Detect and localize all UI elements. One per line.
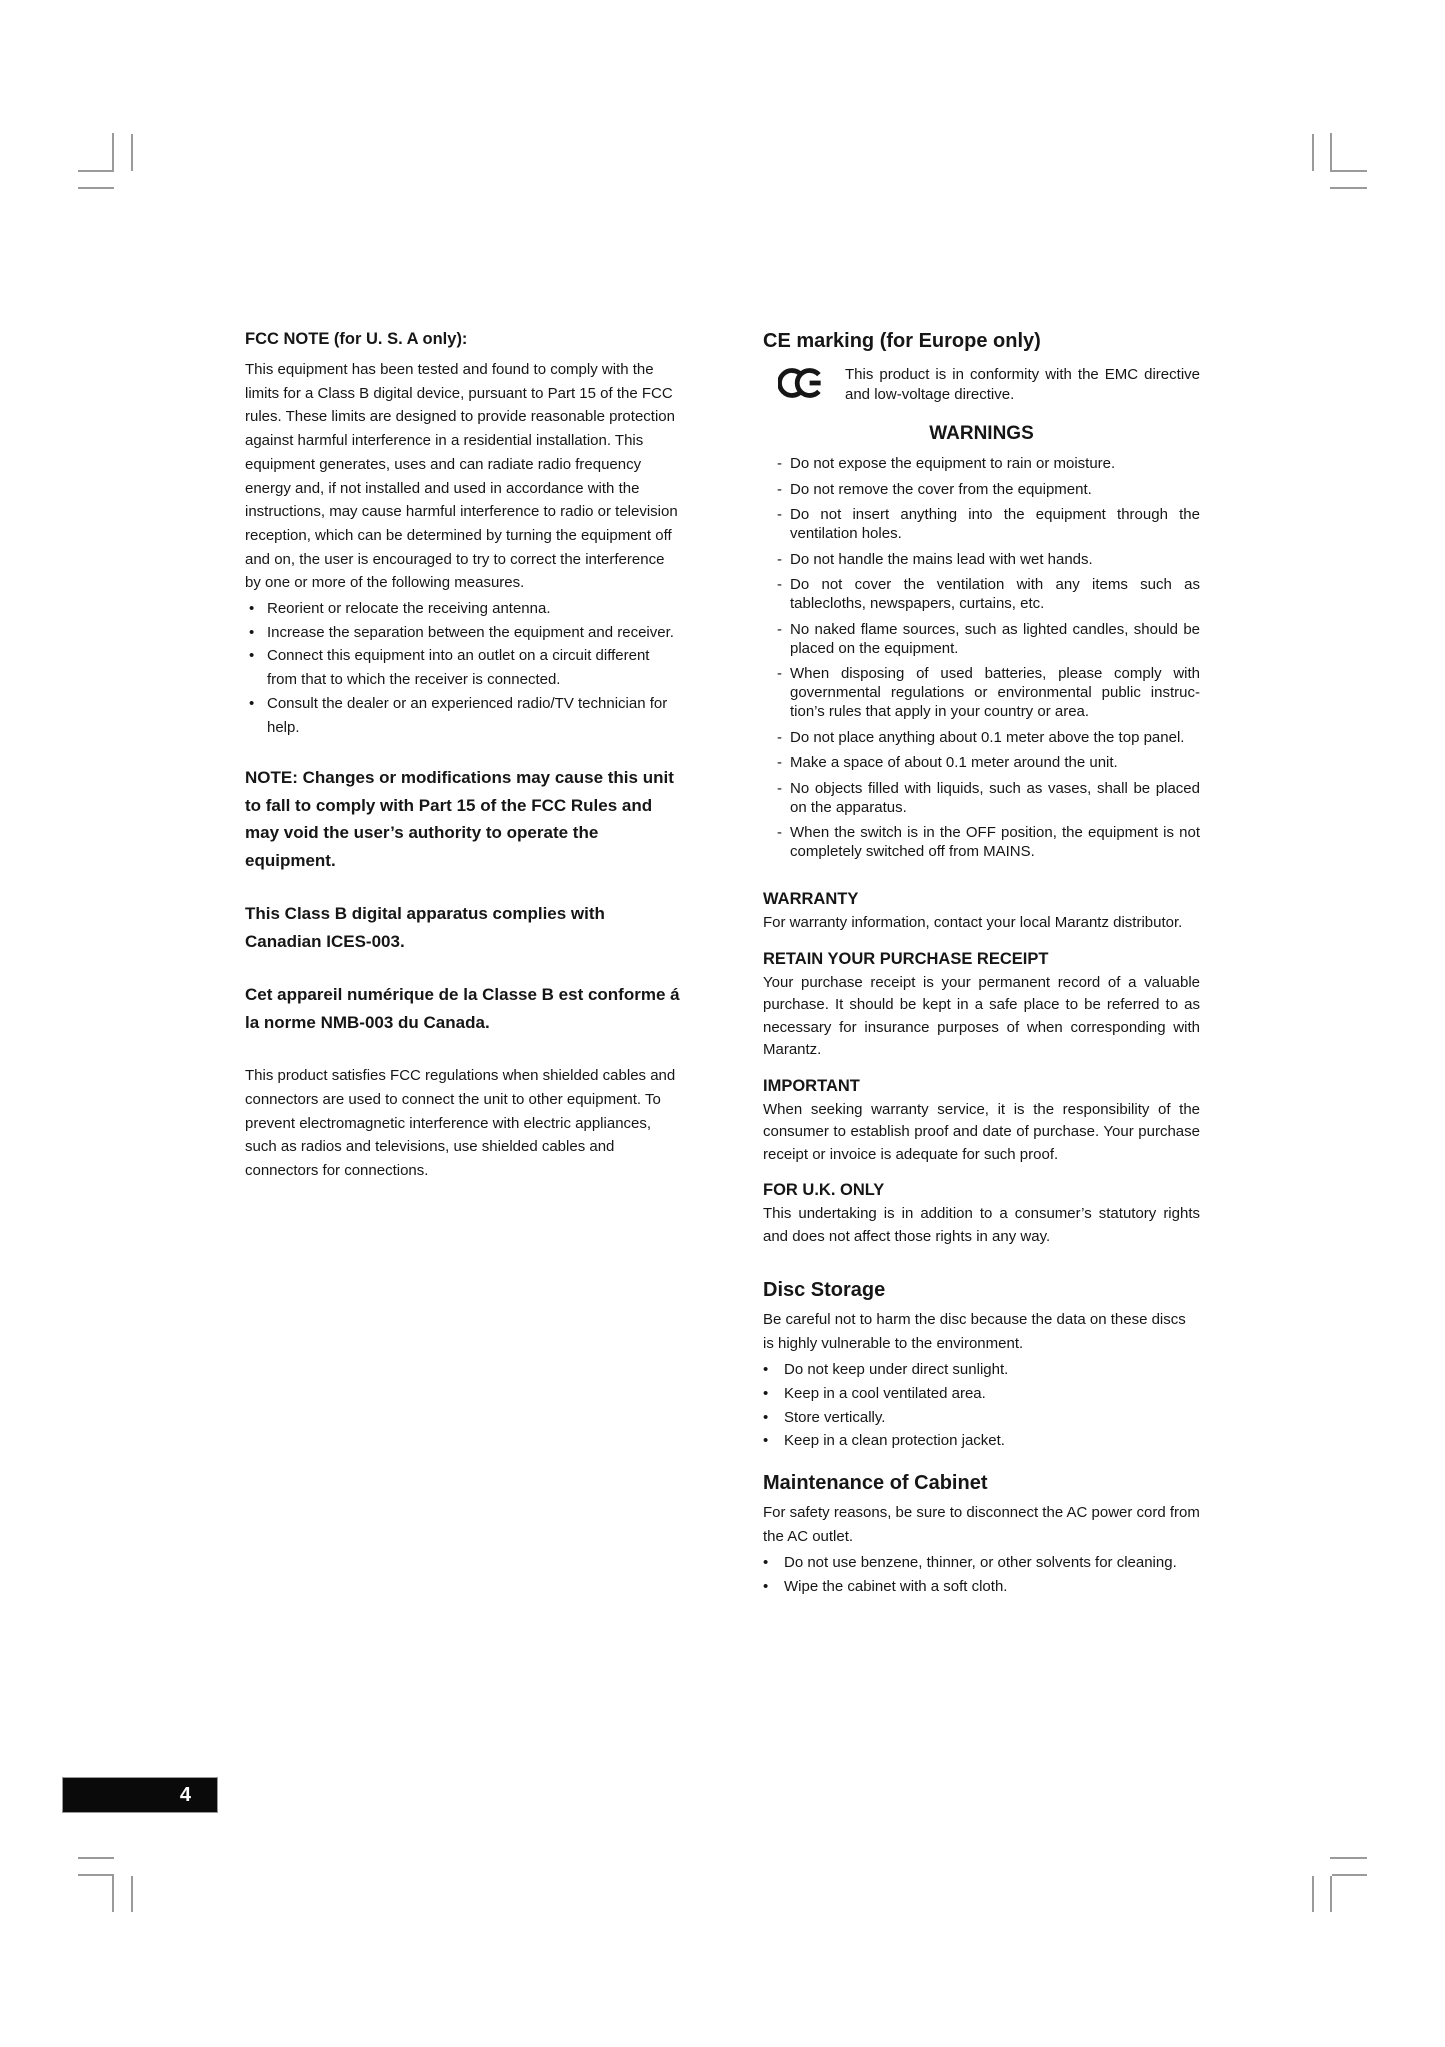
list-item-text: Do not keep under direct sunlight. [784,1361,1009,1378]
section-heading: FOR U.K. ONLY [763,1181,885,1199]
list-item [245,597,682,621]
crop-mark [78,1857,114,1859]
crop-mark [78,1874,114,1876]
crop-mark [1330,1876,1332,1912]
crop-mark [1330,1857,1367,1859]
dash-icon: - [777,728,782,746]
bullet-icon: • [249,623,255,641]
left-column [245,329,682,1183]
ce-conformity-text: This product is in conformity with the EMC directive and low-voltage directive. [845,366,1200,403]
dash-icon: - [777,779,782,797]
section-body: When seeking warranty service, it is the responsibility of the consumer to establish proof and date of purchase. Your purchase receipt or invoice is adequate for such proof. [763,1100,1200,1163]
crop-mark [131,1876,133,1912]
bullet-icon: • [763,1384,769,1402]
fcc-measures-list [245,597,682,739]
warning-text: No naked flame sources, such as lighted candles, should be placed on the equipment. [790,620,1200,657]
section-heading: WARRANTY [763,890,859,908]
list-item [763,1575,1200,1599]
bullet-icon: • [763,1408,769,1426]
class-b-statement-french: Cet appareil numérique de la Classe B est conforme á la norme NMB-003 du Canada. [245,985,680,1032]
warning-text: No objects filled with liquids, such as vases, shall be placed on the apparatus. [790,779,1200,816]
bullet-icon: • [763,1432,769,1450]
section-heading: RETAIN YOUR PURCHASE RECEIPT [763,949,1049,968]
list-item [763,1358,1200,1382]
list-item [763,1429,1200,1453]
list-item-text: Reorient or relocate the receiving antenna. [267,600,551,618]
crop-mark [1312,1876,1314,1912]
shielded-cables-note: This product satisfies FCC regulations when shielded cables and connectors are used to connect the unit to other equipment. To prevent electromagnetic interference with electric appliances, such as radios and televisions, use shielded cables and connectors for connections. [245,1067,676,1180]
warning-item [763,728,1200,747]
bullet-icon: • [249,600,255,618]
list-item-text: Wipe the cabinet with a soft cloth. [784,1577,1008,1595]
list-item-text: Keep in a clean protection jacket. [784,1432,1005,1450]
dash-icon: - [777,754,782,771]
disc-storage-body: Be careful not to harm the disc because the data on these discs is highly vulnerable to the environment. [763,1311,1186,1352]
ce-logo-icon [778,367,824,399]
dash-icon: - [777,506,782,523]
crop-mark [1312,134,1314,171]
warning-text: Do not insert anything into the equipment through the ventilation holes. [790,506,1200,542]
list-item [245,644,682,691]
class-b-statement: This Class B digital apparatus complies with Canadian ICES-003. [245,904,605,951]
dash-icon: - [777,620,782,638]
fcc-note-heading: FCC NOTE (for U. S. A only): [245,330,468,348]
list-item-text: Connect this equipment into an outlet on a circuit different from that to which the receiver is connected. [267,647,650,689]
bullet-icon: • [763,1361,769,1378]
bullet-icon: • [249,694,255,712]
warning-item [763,575,1200,613]
info-section [763,949,1200,1062]
section-body: For warranty information, contact your local Marantz distributor. [763,914,1183,931]
fcc-note-body: This equipment has been tested and found to comply with the limits for a Class B digital device, pursuant to Part 15 of the FCC rules. These limits are designed to provide reasonable protection against harmful interference in a residential installation. This equipment generates, uses and can radiate radio frequency energy and, if not installed and used in accordance with the instructions, may cause harmful interference to radio or television reception, which can be determined by turning the equipment off and on, the user is encouraged to try to correct the interference by one or more of the following measures. [245,361,678,592]
list-item [245,621,682,645]
info-section [763,1180,1200,1248]
ce-statement [763,365,1200,408]
crop-mark [112,1876,114,1912]
warning-text: Do not remove the cover from the equipment. [790,480,1092,498]
page-number-bar [63,1778,217,1812]
warning-item [763,664,1200,721]
warning-item [763,753,1200,772]
crop-mark [78,170,114,172]
right-column [763,329,1200,1599]
list-item-text: Do not use benzene, thinner, or other solvents for cleaning. [784,1554,1177,1572]
list-item [763,1382,1200,1406]
crop-mark [1330,133,1332,172]
list-item-text: Consult the dealer or an experienced radio/TV technician for help. [267,694,668,736]
maintenance-list [763,1551,1200,1599]
warranty-sections [763,889,1200,1248]
crop-mark [1332,170,1367,172]
maintenance-heading: Maintenance of Cabinet [763,1472,988,1495]
list-item-text: Increase the separation between the equipment and receiver. [267,623,674,641]
section-body: This undertaking is in addition to a consumer’s statutory rights and does not affect those rights in any way. [763,1205,1200,1245]
list-item [763,1551,1200,1575]
bullet-icon: • [249,647,255,665]
warning-item [763,480,1200,499]
disc-storage-heading: Disc Storage [763,1279,886,1301]
warning-text: When the switch is in the OFF position, the equipment is not completely switched off from MAINS. [790,824,1200,860]
list-item-text: Store vertically. [784,1408,886,1426]
dash-icon: - [777,455,782,472]
bullet-icon: • [763,1577,769,1595]
list-item-text: Keep in a cool ventilated area. [784,1384,986,1402]
warning-text: Do not cover the ventilation with any items such as tablecloths, newspapers, curtains, etc. [790,576,1200,612]
dash-icon: - [777,665,782,682]
warning-item [763,779,1200,817]
warnings-heading: WARNINGS [929,423,1034,444]
crop-mark [1332,1874,1367,1876]
list-item [763,1406,1200,1430]
crop-mark [131,134,133,171]
warning-item [763,454,1200,473]
crop-mark [78,187,114,189]
list-item [245,692,682,739]
warning-text: When disposing of used batteries, please comply with governmental regulations or environmental public instruction’s rules that apply in your country or area. [790,665,1200,720]
dash-icon: - [777,576,782,593]
section-heading: IMPORTANT [763,1076,860,1095]
page-number: 4 [179,1784,191,1806]
warning-text: Make a space of about 0.1 meter around the unit. [790,754,1118,771]
warning-text: Do not handle the mains lead with wet hands. [790,550,1093,568]
crop-mark [112,133,114,172]
warning-item [763,620,1200,658]
ce-marking-heading: CE marking (for Europe only) [763,330,1041,352]
dash-icon: - [777,824,782,841]
warning-item [763,823,1200,861]
warnings-list [763,454,1200,861]
maintenance-body: For safety reasons, be sure to disconnect the AC power cord from the AC outlet. [763,1504,1200,1546]
info-section [763,1076,1200,1167]
disc-storage-list [763,1358,1200,1453]
warning-item [763,505,1200,543]
dash-icon: - [777,480,782,498]
fcc-modification-note: NOTE: Changes or modifications may cause this unit to fall to comply with Part 15 of the FCC Rules and may void the user’s authority to operate the equipment. [245,768,674,870]
section-body: Your purchase receipt is your permanent record of a valuable purchase. It should be kept in a safe place to be referred to as necessary for insurance purposes of when corresponding with Marantz. [763,973,1200,1058]
warning-text: Do not expose the equipment to rain or moisture. [790,455,1116,472]
info-section [763,889,1200,935]
warning-text: Do not place anything about 0.1 meter above the top panel. [790,728,1185,746]
bullet-icon: • [763,1554,769,1572]
dash-icon: - [777,550,782,568]
warning-item [763,550,1200,569]
crop-mark [1330,187,1367,189]
